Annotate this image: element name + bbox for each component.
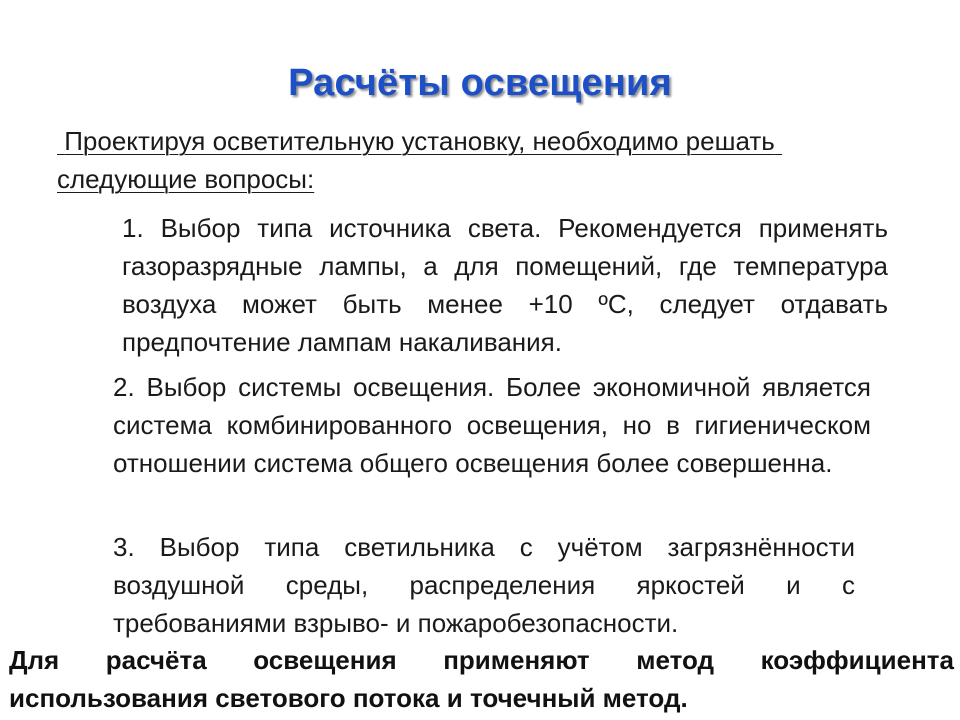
list-item-2: 2. Выбор системы освещения. Более экономичной является система комбинированного освещения, но в гигиеническом отношении система общего освещения более совершенна. <box>113 372 871 478</box>
conclusion-text: Для расчёта освещения применяют метод коэффициента использования светового потока и точечный метод. <box>9 645 954 713</box>
intro-text: Проектируя осветительную установку, необходимо решать следующие вопросы: <box>57 126 783 194</box>
list-item-1: 1. Выбор типа источника света. Рекомендуется применять газоразрядные лампы, а для помещений, где температура воздуха может быть менее +10 ºС, следует отдавать предпочтение лампам накаливания. <box>122 213 888 357</box>
list-item-3: 3. Выбор типа светильника с учётом загрязнённости воздушной среды, распределения яркостей и с требованиями взрыво- и пожаробезопасности. <box>113 532 855 638</box>
slide-title: Расчёты освещения <box>288 62 672 104</box>
